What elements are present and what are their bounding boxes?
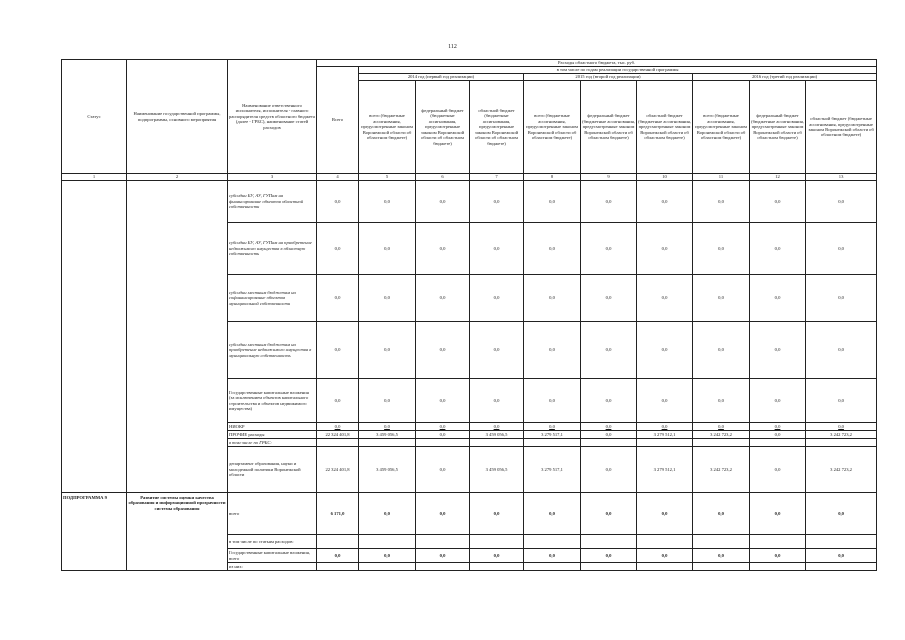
table-cell: 0,0 — [359, 223, 416, 275]
table-cell: 0,0 — [581, 223, 637, 275]
table-cell — [317, 535, 359, 549]
table-cell: 0,0 — [416, 549, 470, 563]
table-cell: 0,0 — [317, 275, 359, 322]
table-cell: 3 279 512,1 — [637, 431, 693, 439]
header-status: Статус — [62, 60, 127, 174]
table-cell — [524, 563, 581, 571]
table-cell: 0,0 — [524, 379, 581, 423]
table-cell: 0,0 — [317, 379, 359, 423]
table-cell — [806, 439, 877, 447]
table-cell: 0,0 — [806, 379, 877, 423]
col-number: 4 — [317, 174, 359, 181]
header-year-2016: 2016 год (третий год реализации) — [693, 74, 877, 81]
table-cell: 3 459 056,5 — [470, 431, 524, 439]
table-cell — [637, 535, 693, 549]
table-cell: 0,0 — [416, 275, 470, 322]
table-cell — [416, 439, 470, 447]
table-cell — [359, 535, 416, 549]
table-cell: 3 242 723,2 — [693, 431, 750, 439]
table-cell — [359, 439, 416, 447]
table-cell: 0,0 — [750, 275, 806, 322]
header-2014-all: всего (бюджетные ассигнования, предусмотренные законом Воронежской области об областном бюджете) — [359, 81, 416, 174]
table-cell: 0,0 — [317, 322, 359, 379]
expenses-table — [61, 59, 877, 571]
table-cell: 0,0 — [416, 181, 470, 223]
table-cell: 0,0 — [416, 223, 470, 275]
header-expenses: Расходы областного бюджета, тыс. руб. — [317, 60, 877, 67]
table-cell: 0,0 — [359, 549, 416, 563]
table-cell: 0,0 — [693, 275, 750, 322]
table-cell: 3 459 056,5 — [470, 447, 524, 493]
table-cell: 0,0 — [416, 493, 470, 535]
table-row-label: субсидии БУ, АУ, ГУПам на приобретение недвижимого имущества в областную собственность — [228, 223, 317, 275]
table-cell: 22 324 401,8 — [317, 447, 359, 493]
table-cell — [470, 439, 524, 447]
header-year-2015: 2015 год (второй год реализации) — [524, 74, 693, 81]
table-cell: 22 324 401,8 — [317, 431, 359, 439]
table-cell: 0,0 — [806, 549, 877, 563]
table-cell: 0,0 — [693, 493, 750, 535]
table-cell: 3 279 512,1 — [637, 447, 693, 493]
table-cell: 0,0 — [693, 322, 750, 379]
table-cell — [693, 563, 750, 571]
table-cell: 0,0 — [637, 322, 693, 379]
table-cell: 0,0 — [581, 275, 637, 322]
col-number: 3 — [228, 174, 317, 181]
table-cell: 3 242 723,2 — [806, 447, 877, 493]
table-cell: 0,0 — [524, 549, 581, 563]
table-cell — [524, 439, 581, 447]
table-cell — [416, 535, 470, 549]
table-cell: 0,0 — [581, 493, 637, 535]
table-cell: 0,0 — [693, 549, 750, 563]
table-cell: 0,0 — [806, 223, 877, 275]
subprogram-name: Развитие системы оценки качества образования и информационной прозрачности системы образования — [127, 493, 228, 571]
header-2014-regional: областной бюджет (бюджетные ассигнования, предусмотренные законом Воронежской области об областном бюджете) — [470, 81, 524, 174]
table-cell: 0,0 — [416, 447, 470, 493]
header-2015-all: всего (бюджетные ассигнования, предусмотренные законом Воронежской области об областном бюджете) — [524, 81, 581, 174]
table-cell: 3 459 056,5 — [359, 447, 416, 493]
table-cell: 0,0 — [416, 431, 470, 439]
table-cell: 0,0 — [581, 431, 637, 439]
table-cell — [359, 563, 416, 571]
table-cell: 3 242 723,2 — [693, 447, 750, 493]
table-cell — [693, 535, 750, 549]
table-cell: 0,0 — [806, 275, 877, 322]
table-cell: 0,0 — [806, 322, 877, 379]
table-row-label: ПРОЧИЕ расходы — [228, 431, 317, 439]
table-cell — [470, 563, 524, 571]
table-cell: 0,0 — [359, 423, 416, 431]
table-cell: 0,0 — [524, 493, 581, 535]
table-cell: 0,0 — [750, 493, 806, 535]
table-cell: 0,0 — [637, 181, 693, 223]
table-cell — [750, 563, 806, 571]
header-2016-all: всего (бюджетные ассигнования, предусмотренные законом Воронежской области об областном бюджете) — [693, 81, 750, 174]
table-cell: 0,0 — [470, 379, 524, 423]
table-cell — [806, 535, 877, 549]
table-cell — [317, 563, 359, 571]
table-cell: 0,0 — [317, 223, 359, 275]
table-cell: 0,0 — [416, 379, 470, 423]
table-row-label: субсидии местным бюджетам на приобретение недвижимого имущества в муниципальную собственность — [228, 322, 317, 379]
header-total: Всего — [317, 67, 359, 174]
table-cell: 0,0 — [524, 322, 581, 379]
table-cell: 0,0 — [359, 379, 416, 423]
table-cell: 0,0 — [470, 549, 524, 563]
table-cell: 0,0 — [317, 181, 359, 223]
table-cell: 0,0 — [637, 549, 693, 563]
header-program-name: Наименование государственной программы, подпрограммы, основного мероприятия — [127, 60, 228, 174]
table-cell — [581, 563, 637, 571]
col-number: 9 — [581, 174, 637, 181]
table-cell: 0,0 — [470, 423, 524, 431]
col-number: 2 — [127, 174, 228, 181]
table-cell: 0,0 — [693, 379, 750, 423]
col-number: 1 — [62, 174, 127, 181]
table-cell: 0,0 — [470, 275, 524, 322]
table-cell: 0,0 — [581, 447, 637, 493]
table-cell: 0,0 — [750, 423, 806, 431]
table-cell: 0,0 — [524, 223, 581, 275]
col-number: 12 — [750, 174, 806, 181]
table-cell: 0,0 — [359, 493, 416, 535]
table-cell — [750, 439, 806, 447]
header-year-2014: 2014 год (первый год реализации) — [359, 74, 524, 81]
table-cell: 0,0 — [750, 223, 806, 275]
table-cell: 0,0 — [317, 549, 359, 563]
table-cell: 0,0 — [581, 181, 637, 223]
table-cell: 0,0 — [750, 549, 806, 563]
table-cell: 0,0 — [693, 223, 750, 275]
table-cell — [581, 439, 637, 447]
table-cell — [637, 439, 693, 447]
table-row-label: всего — [228, 493, 317, 535]
table-cell: 0,0 — [806, 493, 877, 535]
table-cell — [416, 563, 470, 571]
status-cell — [62, 181, 127, 493]
table-cell: 0,0 — [693, 181, 750, 223]
table-cell: 0,0 — [693, 423, 750, 431]
table-cell: 0,0 — [806, 181, 877, 223]
header-2015-federal: федеральный бюджет (бюджетные ассигнования, предусмотренные законом Воронежской области об областном бюджете) — [581, 81, 637, 174]
table-cell: 0,0 — [359, 275, 416, 322]
table-cell: 0,0 — [470, 223, 524, 275]
table-cell: 6 171,0 — [317, 493, 359, 535]
header-executor: Наименование ответственного исполнителя, исполнителя - главного распорядителя средств областного бюджета (далее - ГРБС), наименование статей расходов — [228, 60, 317, 174]
table-row-label: из них: — [228, 563, 317, 571]
program-cell — [127, 181, 228, 493]
table-cell: 0,0 — [581, 379, 637, 423]
col-number: 10 — [637, 174, 693, 181]
table-cell — [806, 563, 877, 571]
table-cell: 0,0 — [359, 181, 416, 223]
table-row-label: Государственные капитальные вложения, всего — [228, 549, 317, 563]
header-2016-federal: федеральный бюджет (бюджетные ассигнования, предусмотренные законом Воронежской области об областном бюджете) — [750, 81, 806, 174]
table-cell — [317, 439, 359, 447]
table-cell: 3 279 517,1 — [524, 447, 581, 493]
table-cell — [470, 535, 524, 549]
table-cell: 0,0 — [637, 275, 693, 322]
table-cell — [637, 563, 693, 571]
table-cell: 0,0 — [806, 423, 877, 431]
table-cell: 3 279 517,1 — [524, 431, 581, 439]
table-row-label: департамент образования, науки и молодежной политики Воронежской области — [228, 447, 317, 493]
table-cell: 0,0 — [470, 322, 524, 379]
subprogram-status: ПОДПРОГРАММА 9 — [62, 493, 127, 571]
col-number: 11 — [693, 174, 750, 181]
col-number: 7 — [470, 174, 524, 181]
table-cell: 0,0 — [524, 275, 581, 322]
table-cell: 0,0 — [750, 447, 806, 493]
col-number: 6 — [416, 174, 470, 181]
table-cell — [524, 535, 581, 549]
table-cell: 3 459 056,5 — [359, 431, 416, 439]
col-number: 8 — [524, 174, 581, 181]
header-2016-regional: областной бюджет (бюджетные ассигнования, предусмотренные законом Воронежской области об областном бюджете) — [806, 81, 877, 174]
table-row-label: субсидии БУ, АУ, ГУПам на финансирование объектов областной собственности — [228, 181, 317, 223]
table-cell: 0,0 — [581, 423, 637, 431]
table-row-label: НИОКР — [228, 423, 317, 431]
table-cell: 0,0 — [750, 379, 806, 423]
header-by-years: в том числе по годам реализации государственной программы — [359, 67, 877, 74]
table-cell: 0,0 — [750, 431, 806, 439]
table-cell — [750, 535, 806, 549]
table-cell: 0,0 — [750, 322, 806, 379]
table-cell: 0,0 — [317, 423, 359, 431]
table-row-label: субсидии местным бюджетам на софинансирование объектов муниципальной собственности — [228, 275, 317, 322]
col-number: 5 — [359, 174, 416, 181]
table-cell: 0,0 — [637, 423, 693, 431]
table-cell: 0,0 — [470, 493, 524, 535]
table-cell: 0,0 — [637, 493, 693, 535]
col-number: 13 — [806, 174, 877, 181]
table-cell: 0,0 — [750, 181, 806, 223]
table-cell: 0,0 — [524, 181, 581, 223]
table-cell: 0,0 — [416, 423, 470, 431]
table-cell — [581, 535, 637, 549]
table-row-label: Государственные капитальные вложения (за исключением объектов капитального строительства и объектов недвижимого имущества) — [228, 379, 317, 423]
table-cell: 0,0 — [581, 549, 637, 563]
table-cell — [693, 439, 750, 447]
table-cell: 0,0 — [637, 379, 693, 423]
table-cell: 0,0 — [581, 322, 637, 379]
table-cell: 3 242 723,2 — [806, 431, 877, 439]
page-number: 112 — [448, 44, 457, 50]
header-2014-federal: федеральный бюджет (бюджетные ассигнования, предусмотренные законом Воронежской области об областном бюджете) — [416, 81, 470, 174]
table-cell: 0,0 — [416, 322, 470, 379]
table-cell: 0,0 — [524, 423, 581, 431]
header-2015-regional: областной бюджет (бюджетные ассигнования, предусмотренные законом Воронежской области об областном бюджете) — [637, 81, 693, 174]
table-row-label: в том числе по ГРБС: — [228, 439, 317, 447]
table-cell: 0,0 — [470, 181, 524, 223]
table-row-label: в том числе по статьям расходов: — [228, 535, 317, 549]
table-cell: 0,0 — [637, 223, 693, 275]
table-cell: 0,0 — [359, 322, 416, 379]
